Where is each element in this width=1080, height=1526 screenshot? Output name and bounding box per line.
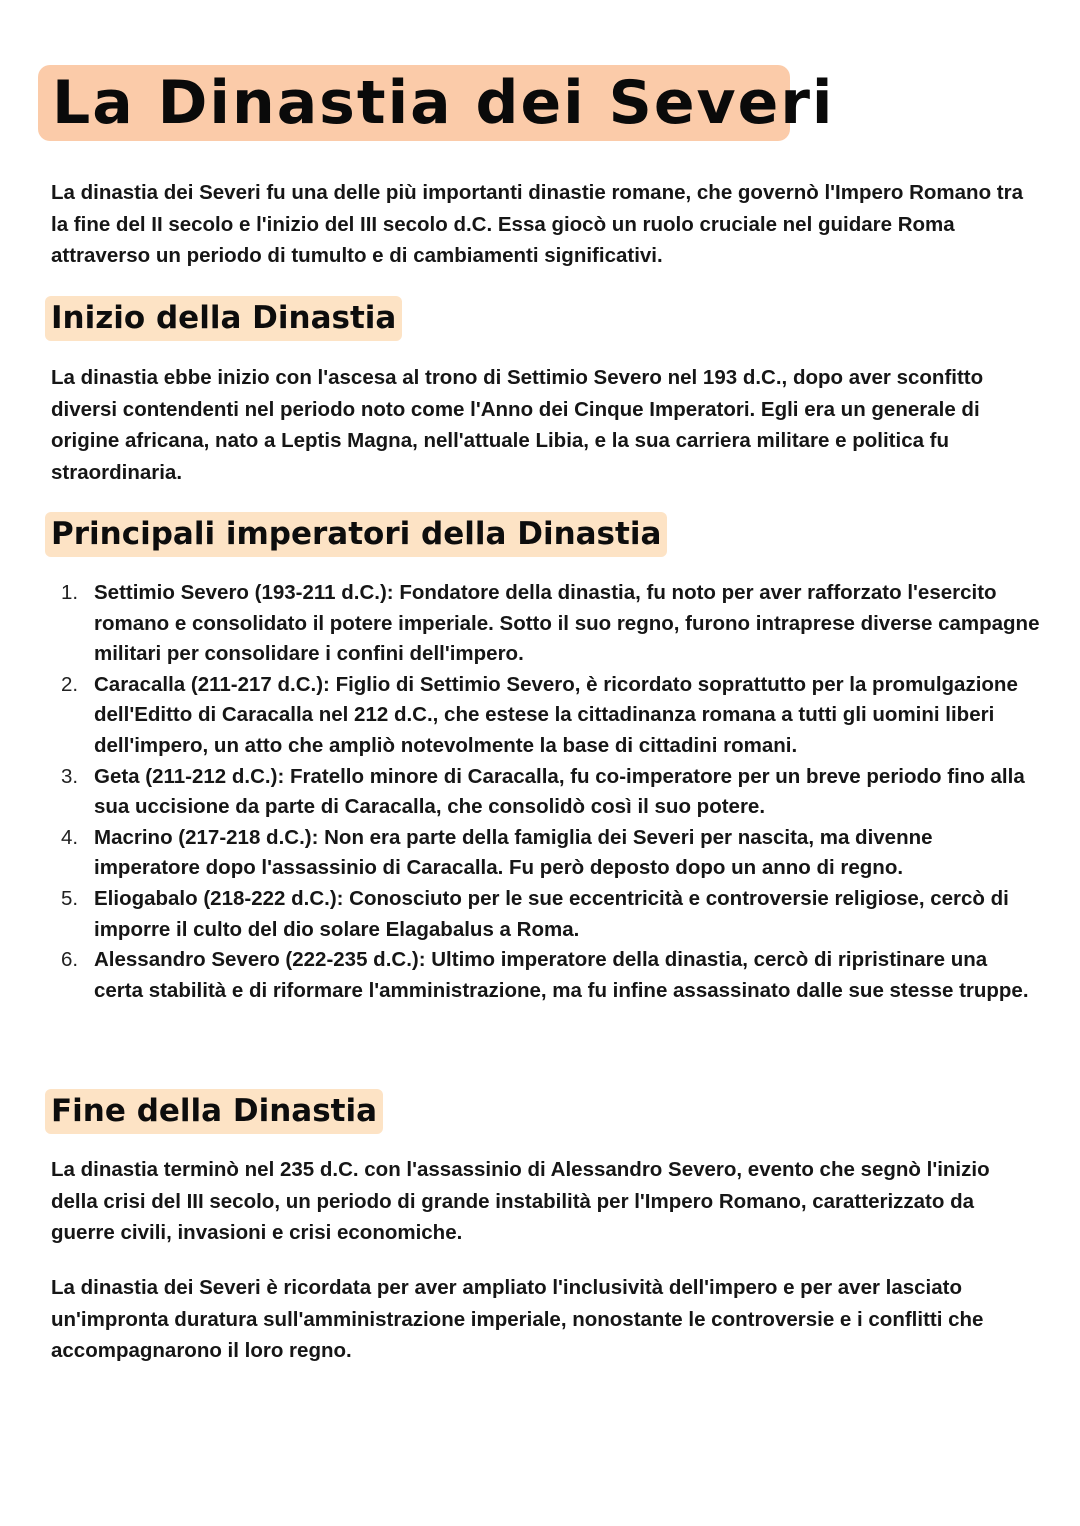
list-item-text: Eliogabalo (218-222 d.C.): Conosciuto per le sue eccentricità e controversie religiose, cercò di imporre il culto del dio solare Elagabalus a Roma. — [94, 886, 1009, 941]
section-heading-fine: Fine della Dinastia — [45, 1089, 383, 1134]
inizio-paragraph: La dinastia ebbe inizio con l'ascesa al trono di Settimio Severo nel 193 d.C., dopo aver sconfitto diversi contendenti nel periodo noto come l'Anno dei Cinque Imperatori. Egli era un generale di origine africana, nato a Leptis Magna, nell'attuale Libia, e la sua carriera militare e politica fu straordinaria. — [51, 366, 984, 484]
list-number: 5. — [61, 886, 79, 910]
list-item-text: Caracalla (211-217 d.C.): Figlio di Settimio Severo, è ricordato soprattutto per la promulgazione dell'Editto di Caracalla nel 212 d.C., che estese la cittadinanza romana a tutti gli uomini liberi dell'impero, un atto che ampliò notevolmente la base di cittadini romani. — [94, 672, 1018, 757]
list-item-emperor-6 — [51, 945, 1041, 1006]
fine-paragraph: La dinastia terminò nel 235 d.C. con l'assassinio di Alessandro Severo, evento che segnò l'inizio della crisi del III secolo, un periodo di grande instabilità per l'Impero Romano, caratterizzato da guerre civili, invasioni e crisi economiche. — [51, 1158, 990, 1244]
list-item-text: Macrino (217-218 d.C.): Non era parte della famiglia dei Severi per nascita, ma divenne imperatore dopo l'assassinio di Caracalla. Fu però deposto dopo un anno di regno. — [94, 825, 933, 880]
list-item-emperor-3 — [51, 762, 1041, 823]
title-banner — [38, 65, 835, 141]
conclusion-paragraph: La dinastia dei Severi è ricordata per aver ampliato l'inclusività dell'impero e per aver lasciato un'impronta duratura sull'amministrazione imperiale, nonostante le controversie e i conflitti che accompagnarono il loro regno. — [51, 1276, 984, 1362]
list-number: 3. — [61, 764, 79, 788]
list-item-emperor-5 — [51, 884, 1041, 945]
list-item-emperor-1 — [51, 578, 1041, 670]
page-title: La Dinastia dei Severi — [52, 68, 835, 138]
intro-paragraph: La dinastia dei Severi fu una delle più importanti dinastie romane, che governò l'Impero Romano tra la fine del II secolo e l'inizio del III secolo d.C. Essa giocò un ruolo cruciale nel guidare Roma attraverso un periodo di tumulto e di cambiamenti significativi. — [51, 181, 1023, 267]
list-number: 1. — [61, 581, 79, 604]
list-number: 4. — [61, 825, 79, 849]
list-item-emperor-2 — [51, 670, 1041, 762]
list-number: 6. — [61, 948, 79, 972]
list-number: 2. — [61, 672, 79, 696]
emperors-list — [51, 578, 1041, 1006]
list-item-text: Geta (211-212 d.C.): Fratello minore di Caracalla, fu co-imperatore per un breve periodo fino alla sua uccisione da parte di Caracalla, che consolidò così il suo potere. — [94, 764, 1025, 819]
list-item-text: Settimio Severo (193-211 d.C.): Fondatore della dinastia, fu noto per aver rafforzato l'esercito romano e consolidato il potere imperiale. Sotto il suo regno, furono intraprese diverse campagne militari per consolidare i confini dell'impero. — [94, 581, 1040, 666]
section-heading-imperatori: Principali imperatori della Dinastia — [45, 512, 667, 557]
section-heading-inizio: Inizio della Dinastia — [45, 296, 402, 341]
list-item-emperor-4 — [51, 823, 1041, 884]
list-item-text: Alessandro Severo (222-235 d.C.): Ultimo imperatore della dinastia, cercò di ripristinare una certa stabilità e di riformare l'amministrazione, ma fu infine assassinato dalle sue stesse truppe. — [94, 948, 1029, 1002]
